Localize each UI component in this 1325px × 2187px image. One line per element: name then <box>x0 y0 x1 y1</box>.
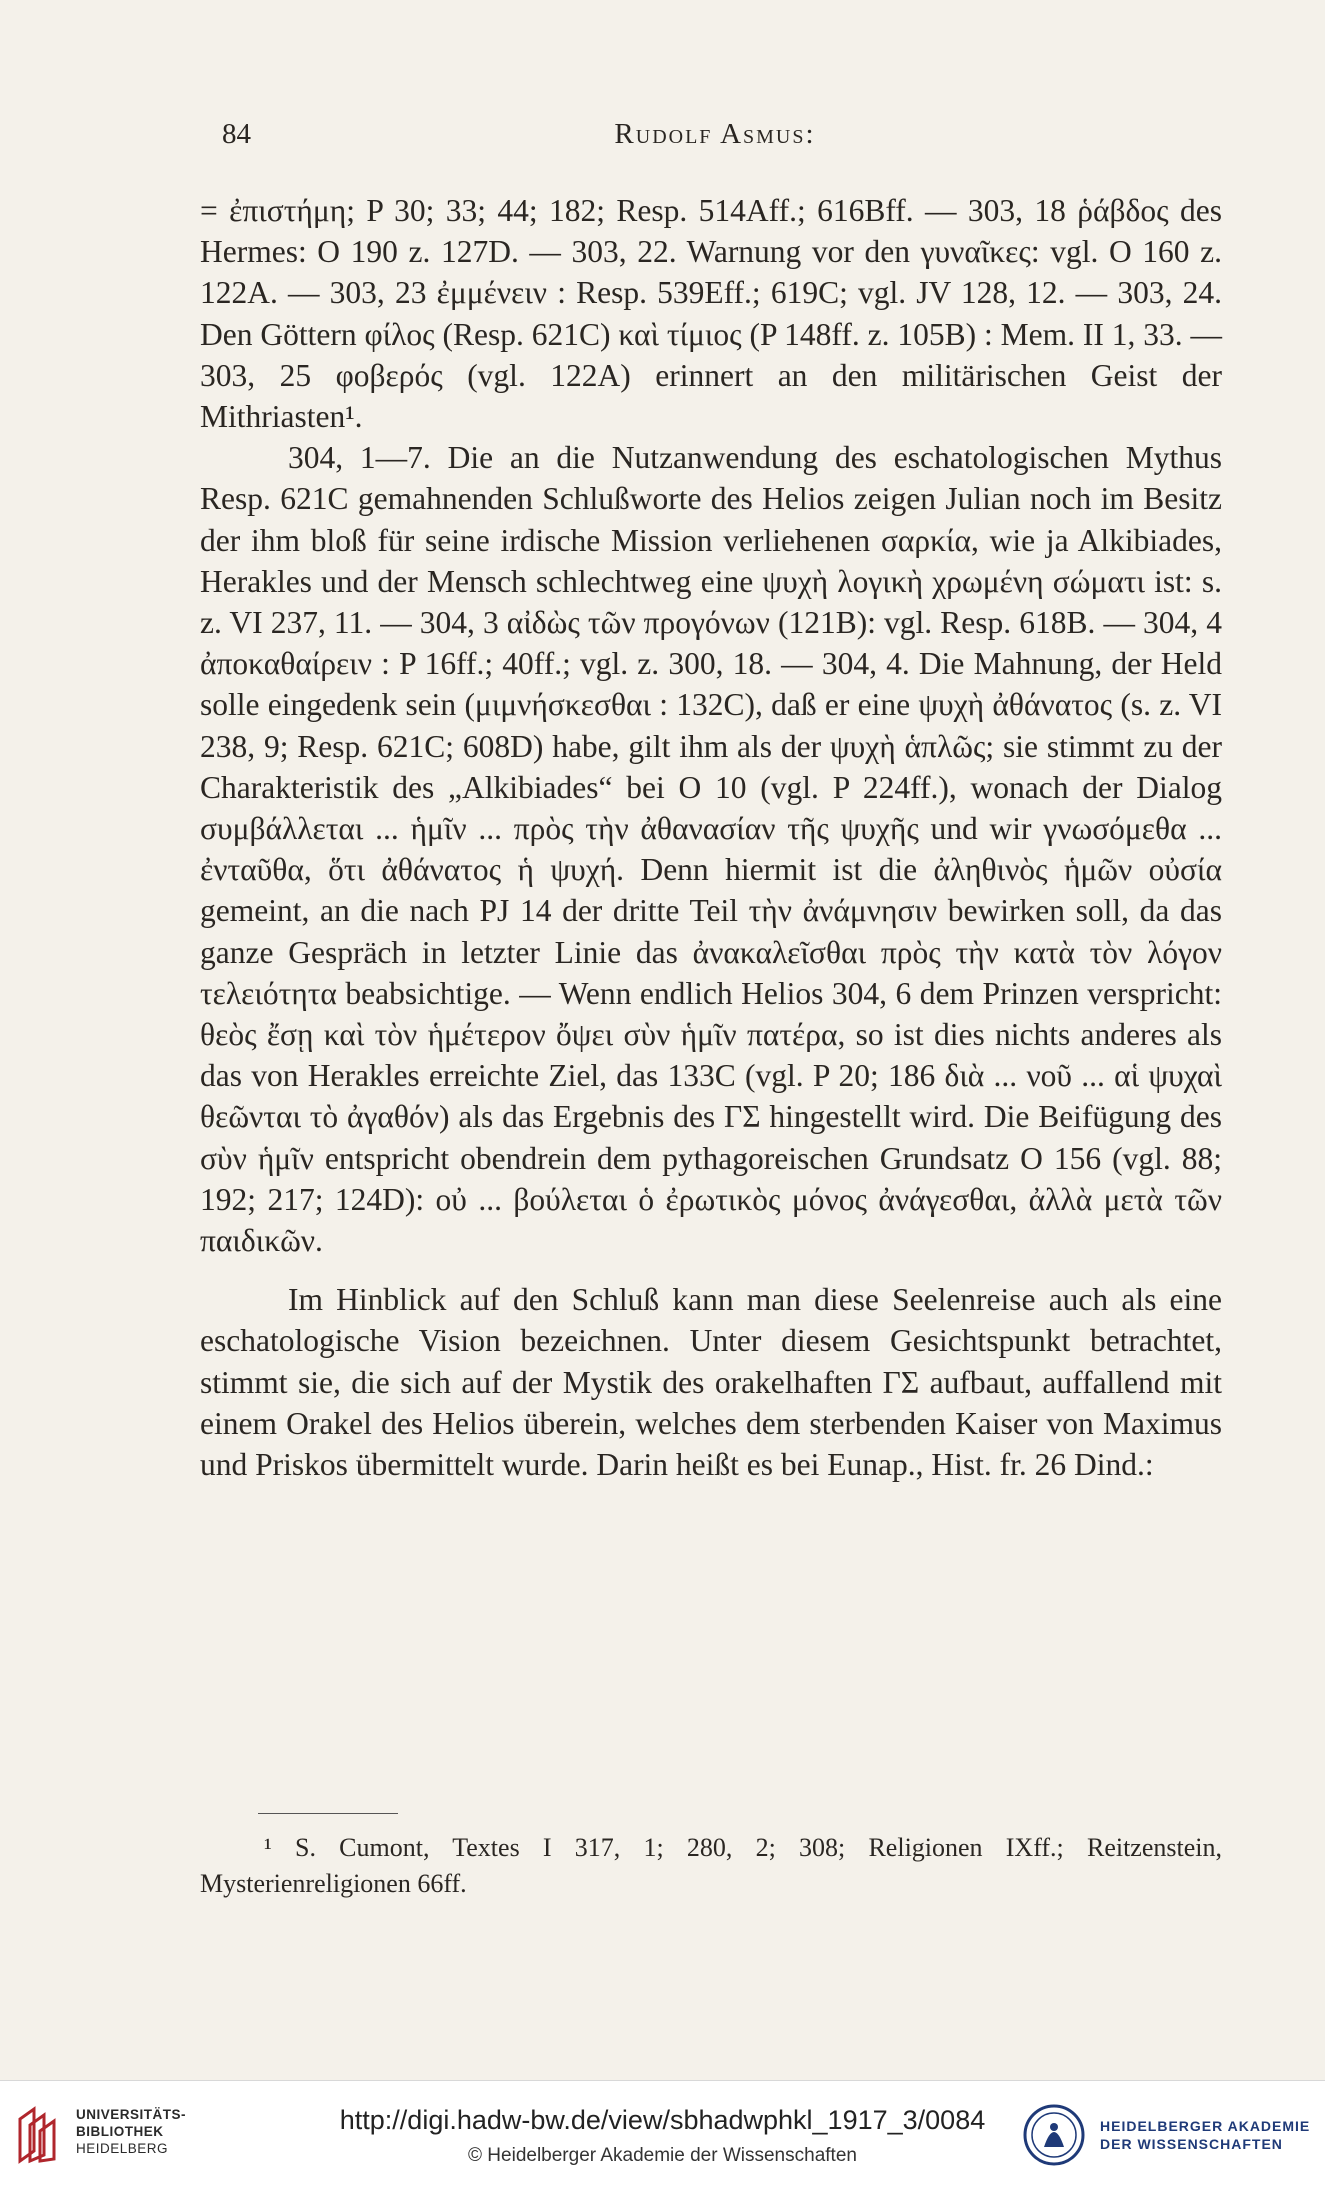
permalink-url[interactable]: http://digi.hadw-bw.de/view/sbhadwphkl_1917_3/0084 <box>339 2105 986 2135</box>
library-name: UNIVERSITÄTS- BIBLIOTHEK HEIDELBERG <box>76 2107 187 2156</box>
footnote-1: ¹ S. Cumont, Textes I 317, 1; 280, 2; 308; Religionen IXff.; Reitzenstein, Mysterienreligionen 66ff. <box>200 1833 1222 1898</box>
paragraph-3: Im Hinblick auf den Schluß kann man diese Seelenreise auch als eine eschatologische Vision bezeichnen. Unter diesem Gesichtspunkt betrachtet, stimmt sie, die sich auf der Mystik des orakelhaften ΓΣ aufbaut, auffallend mit einem Orakel des Helios überein, welches dem sterbenden Kaiser von Maximus und Priskos übermittelt wurde. Darin heißt es bei Eunap., Hist. fr. 26 Dind.: <box>200 1282 1222 1483</box>
footnotes <box>200 1830 1222 1902</box>
page-number: 84 <box>222 118 251 150</box>
body-text <box>200 190 1222 1485</box>
running-head: Rudolf Asmus: <box>614 118 816 150</box>
academy-seal-icon <box>1022 2103 1086 2167</box>
academy-name: HEIDELBERGER AKADEMIE DER WISSENSCHAFTEN <box>1100 2118 1311 2152</box>
copyright-notice: © Heidelberger Akademie der Wissenschaften <box>468 2145 857 2166</box>
viewer-footer <box>0 2080 1325 2187</box>
paragraph-1: = ἐπιστήμη; P 30; 33; 44; 182; Resp. 514Aff.; 616Bff. — 303, 18 ῥάβδος des Hermes: O 190 z. 127D. — 303, 22. Warnung vor den γυναῖκες: vgl. O 160 z. 122A. — 303, 23 ἐμμένειν : Resp. 539Eff.; 619C; vgl. JV 128, 12. — 303, 24. Den Göttern φίλος (Resp. 621C) καὶ τίμιος (P 148ff. z. 105B) : Mem. II 1, 33. — 303, 25 φοβερός (vgl. 122A) erinnert an den militärischen Geist der Mithriasten¹. <box>200 193 1222 435</box>
footnote-divider <box>258 1813 398 1814</box>
page-header <box>222 118 1208 158</box>
paragraph-2: 304, 1—7. Die an die Nutzanwendung des eschatologischen Mythus Resp. 621C gemahnenden Schlußworte des Helios zeigen Julian noch im Besitz der ihm bloß für seine irdische Mission verliehenen σαρκία, wie ja Alkibiades, Herakles und der Mensch schlechtweg eine ψυχὴ λογικὴ χρωμένη σώματι ist: s. z. VI 237, 11. — 304, 3 αἰδὼς τῶν προγόνων (121B): vgl. Resp. 618B. — 304, 4 ἀποκαθαίρειν : P 16ff.; 40ff.; vgl. z. 300, 18. — 304, 4. Die Mahnung, der Held solle eingedenk sein (μιμνήσκεσθαι : 132C), daß er eine ψυχὴ ἀθάνατος (s. z. VI 238, 9; Resp. 621C; 608D) habe, gilt ihm als der ψυχὴ ἁπλῶς; sie stimmt zu der Charakteristik des „Alkibiades“ bei O 10 (vgl. P 224ff.), wonach der Dialog συμβάλλεται ... ἡμῖν ... πρὸς τὴν ἀθανασίαν τῆς ψυχῆς und wir γνωσόμεθα ... ἐνταῦθα, ὅτι ἀθάνατος ἡ ψυχή. Denn hiermit ist die ἀληθινὸς ἡμῶν οὐσία gemeint, an die nach PJ 14 der dritte Teil τὴν ἀνάμνησιν bewirken soll, da das ganze Gespräch in letzter Linie das ἀνακαλεῖσθαι πρὸς τὴν κατὰ τὸν λόγον τελειότητα beabsichtige. — Wenn endlich Helios 304, 6 dem Prinzen verspricht: θεὸς ἔσῃ καὶ τὸν ἡμέτερον ὄψει σὺν ἡμῖν πατέρα, so ist dies nichts anderes als das von Herakles erreichte Ziel, das 133C (vgl. P 20; 186 διὰ ... νοῦ ... αἱ ψυχαὶ θεῶνται τὸ ἀγαθόν) als das Ergebnis des ΓΣ hingestellt wird. Die Beifügung des σὺν ἡμῖν entspricht obendrein dem pythagoreischen Grundsatz O 156 (vgl. 88; 192; 217; 124D): οὐ ... βούλεται ὁ ἐρωτικὸς μόνος ἀνάγεσθαι, ἀλλὰ μετὰ τῶν παιδικῶν. <box>200 440 1222 1259</box>
